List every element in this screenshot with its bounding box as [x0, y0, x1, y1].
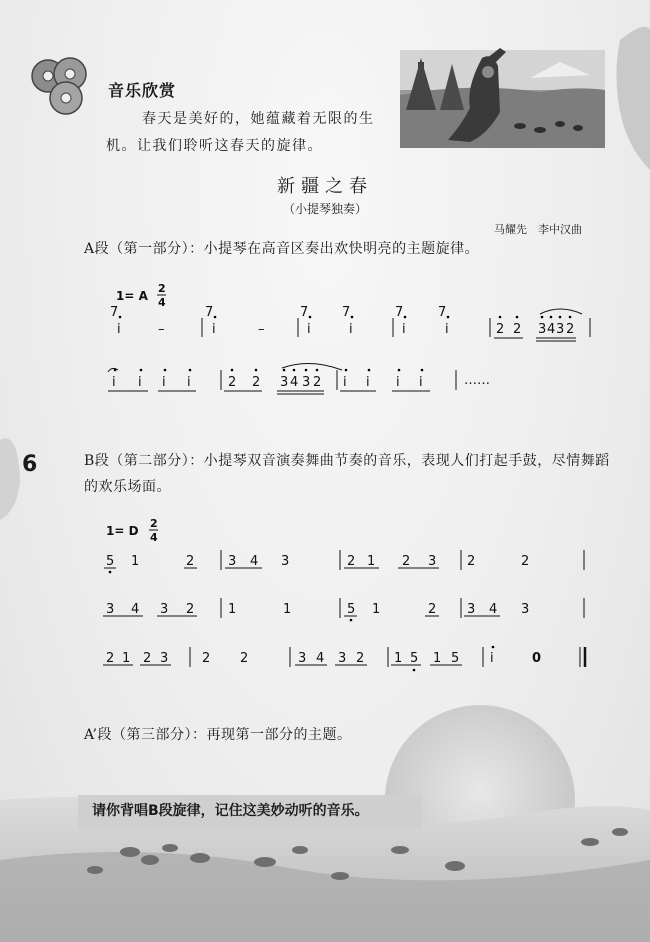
svg-text:1: 1 [283, 602, 292, 617]
intro-text: 春天是美好的，她蕴藏着无限的生机。让我们聆听这春天的旋律。 [106, 111, 375, 154]
part-b-row-3 [103, 646, 585, 672]
part-a-row-1 [110, 305, 590, 341]
svg-text:i: i [402, 322, 406, 337]
svg-text:3: 3 [538, 322, 547, 337]
svg-text:2: 2 [402, 554, 411, 569]
svg-text:5: 5 [106, 554, 115, 569]
song-subtitle: （小提琴独奏） [282, 202, 367, 216]
part-b-row-1 [104, 550, 584, 573]
svg-text:1: 1 [433, 651, 442, 666]
note-group [110, 305, 121, 337]
part-b-row-2 [103, 598, 584, 621]
part-a-time-top: 2 [158, 282, 166, 295]
composer: 马耀先 李中汉曲 [494, 223, 582, 236]
part-a-description: A段（第一部分）：小提琴在高音区奏出欢快明亮的主题旋律。 [84, 241, 480, 257]
svg-text:2: 2 [566, 322, 575, 337]
svg-text:7: 7 [110, 305, 119, 320]
part-b-time-top: 2 [150, 517, 158, 530]
svg-text:2: 2 [202, 651, 211, 666]
svg-text:3: 3 [302, 375, 311, 390]
svg-text:1: 1 [122, 651, 131, 666]
part-a-row-2 [108, 363, 490, 394]
svg-text:2: 2 [186, 554, 195, 569]
svg-text:i: i [349, 322, 353, 337]
svg-text:4: 4 [131, 602, 140, 617]
part-a-key: 1= A [116, 289, 148, 303]
svg-text:2: 2 [513, 322, 522, 337]
edge-shadow [0, 438, 20, 520]
svg-text:2: 2 [496, 322, 505, 337]
svg-text:i: i [343, 375, 347, 390]
part-a2-description: A’段（第三部分）：再现第一部分的主题。 [84, 727, 352, 743]
svg-text:3: 3 [298, 651, 307, 666]
svg-text:3: 3 [160, 651, 169, 666]
svg-text:4: 4 [316, 651, 325, 666]
svg-text:3: 3 [338, 651, 347, 666]
svg-text:i: i [212, 322, 216, 337]
svg-text:i: i [490, 651, 494, 666]
svg-text:4: 4 [250, 554, 259, 569]
part-b-key: 1= D [106, 524, 139, 538]
song-title: 新疆之春 [277, 176, 373, 197]
rock-shape [616, 27, 650, 170]
svg-text:i: i [445, 322, 449, 337]
svg-text:4: 4 [489, 602, 498, 617]
svg-text:3: 3 [428, 554, 437, 569]
dancer-photo [400, 48, 605, 148]
section-title: 音乐欣赏 [108, 81, 177, 100]
svg-text:7: 7 [438, 305, 447, 320]
svg-text:1: 1 [367, 554, 376, 569]
svg-text:3: 3 [521, 602, 530, 617]
svg-text:2: 2 [143, 651, 152, 666]
part-b-notation [0, 515, 650, 675]
svg-text:0: 0 [532, 651, 542, 666]
svg-text:i: i [419, 375, 423, 390]
svg-text:2: 2 [467, 554, 476, 569]
svg-text:–: – [258, 322, 265, 337]
svg-text:2: 2 [186, 602, 195, 617]
svg-text:3: 3 [280, 375, 289, 390]
svg-text:2: 2 [428, 602, 437, 617]
svg-text:i: i [366, 375, 370, 390]
svg-text:i: i [396, 375, 400, 390]
part-b-time-bottom: 4 [150, 531, 158, 544]
svg-text:1: 1 [372, 602, 381, 617]
svg-text:3: 3 [106, 602, 115, 617]
svg-text:2: 2 [313, 375, 322, 390]
note-dash: – [158, 322, 165, 337]
svg-text:3: 3 [467, 602, 476, 617]
svg-text:4: 4 [290, 375, 299, 390]
svg-text:7: 7 [205, 305, 214, 320]
svg-text:2: 2 [347, 554, 356, 569]
svg-text:5: 5 [410, 651, 419, 666]
svg-text:2: 2 [356, 651, 365, 666]
svg-text:2: 2 [252, 375, 261, 390]
task-text: 请你背唱B段旋律，记住这美妙动听的音乐。 [92, 803, 369, 819]
svg-text:2: 2 [228, 375, 237, 390]
svg-text:3: 3 [281, 554, 290, 569]
part-a-notation [0, 280, 650, 410]
continuation-ellipsis: …… [464, 373, 490, 388]
svg-text:2: 2 [106, 651, 115, 666]
svg-text:i: i [162, 375, 166, 390]
svg-text:i: i [138, 375, 142, 390]
cd-icon [32, 58, 86, 114]
part-a-time-bottom: 4 [158, 296, 166, 309]
svg-text:7: 7 [342, 305, 351, 320]
svg-text:i: i [117, 322, 121, 337]
svg-text:5: 5 [347, 602, 356, 617]
svg-text:7: 7 [300, 305, 309, 320]
svg-text:3: 3 [160, 602, 169, 617]
svg-text:5: 5 [451, 651, 460, 666]
svg-text:1: 1 [228, 602, 237, 617]
svg-text:i: i [187, 375, 191, 390]
part-b-description: B段（第二部分）：小提琴双音演奏舞曲节奏的音乐，表现人们打起手鼓，尽情舞蹈的欢乐场面。 [84, 453, 610, 495]
svg-text:1: 1 [394, 651, 403, 666]
svg-text:7: 7 [395, 305, 404, 320]
svg-text:i: i [307, 322, 311, 337]
svg-text:3: 3 [228, 554, 237, 569]
svg-text:2: 2 [521, 554, 530, 569]
svg-text:1: 1 [131, 554, 140, 569]
page-number: 6 [22, 452, 38, 477]
svg-text:i: i [112, 375, 116, 390]
svg-text:3: 3 [556, 322, 565, 337]
svg-text:2: 2 [240, 651, 249, 666]
svg-text:4: 4 [547, 322, 556, 337]
